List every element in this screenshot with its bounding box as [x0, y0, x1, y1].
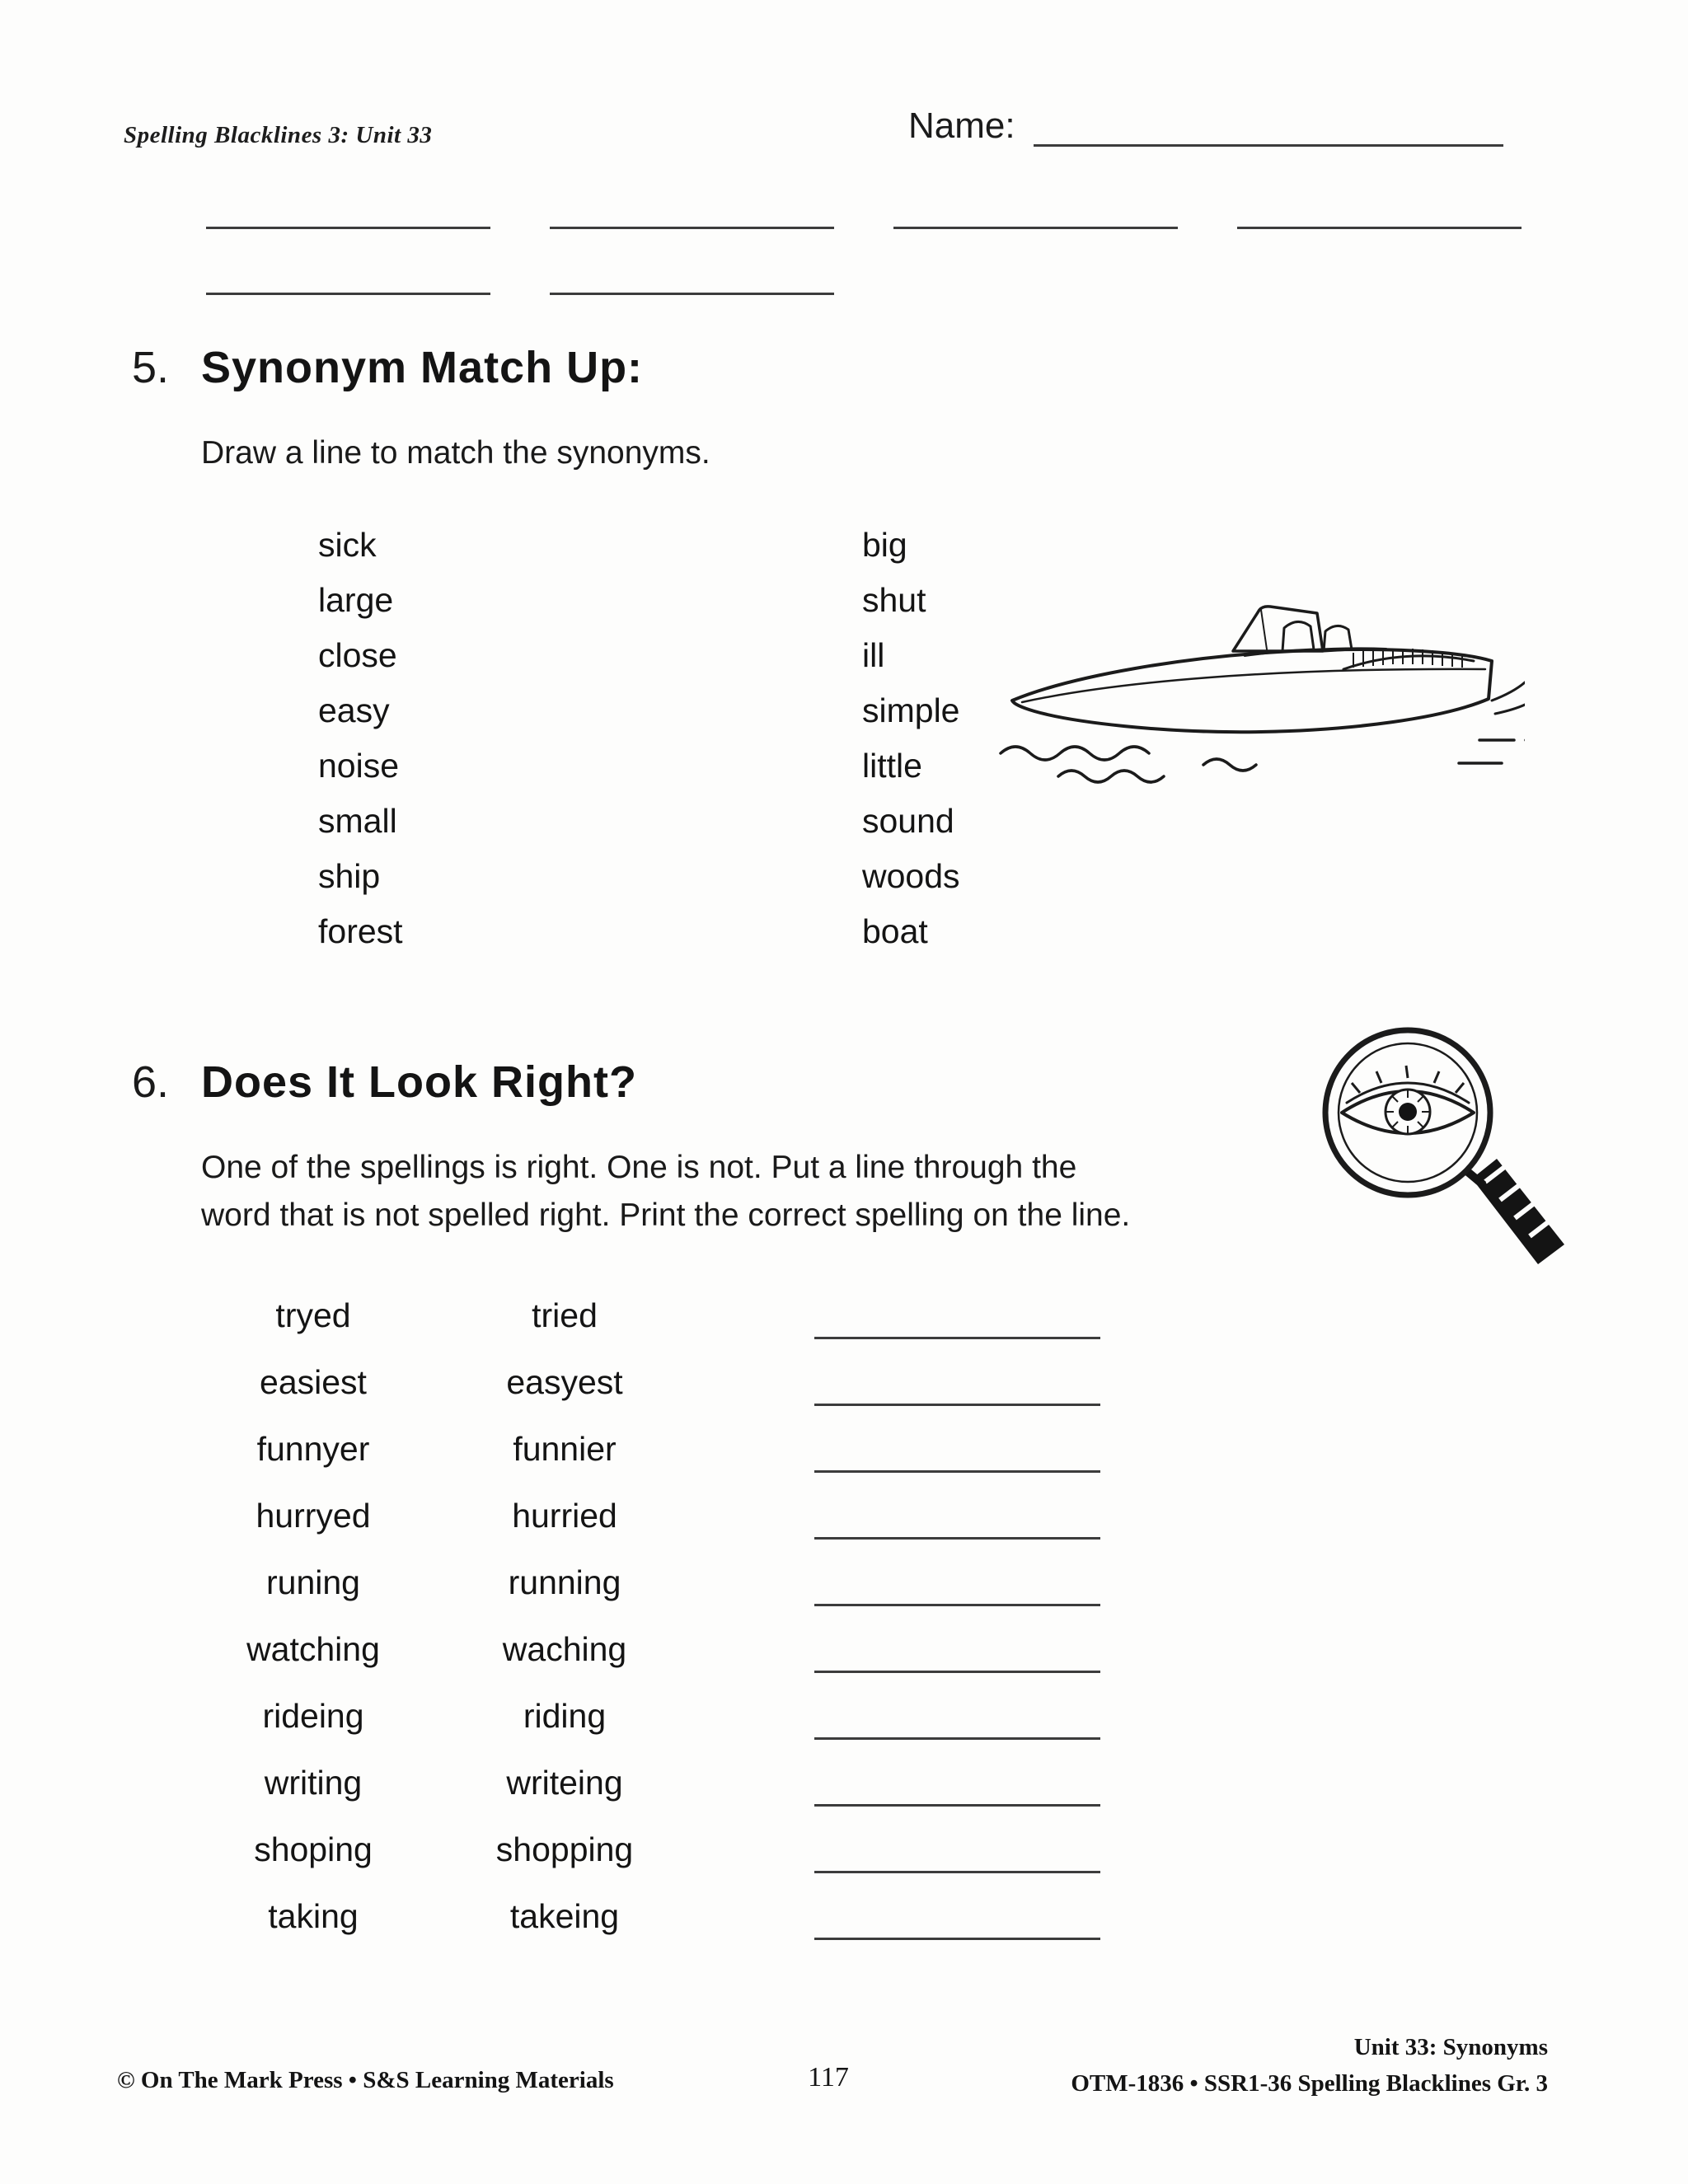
answer-blank-line	[814, 1337, 1100, 1339]
section6-heading	[132, 1057, 637, 1108]
synonym-left-word: noise	[318, 747, 400, 785]
synonym-right-word: little	[862, 747, 922, 785]
synonym-right-word: big	[862, 526, 907, 564]
spelling-option-b: riding	[523, 1697, 607, 1735]
answer-blank-line	[814, 1537, 1100, 1540]
synonym-left-word: small	[318, 802, 397, 840]
answer-blank-line	[814, 1737, 1100, 1740]
answer-blank-line	[814, 1804, 1100, 1807]
speedboat-icon	[997, 577, 1525, 828]
section6-instructions-line1: One of the spellings is right. One is not. Put a line through the	[201, 1150, 1077, 1185]
section5-instructions: Draw a line to match the synonyms.	[201, 435, 710, 471]
section6-instructions	[201, 1144, 1130, 1240]
spelling-option-a: taking	[268, 1897, 359, 1935]
spelling-pair-row	[0, 1349, 1688, 1416]
footer-unit-info	[1071, 2029, 1548, 2102]
spelling-pair-row	[0, 1683, 1688, 1750]
spelling-option-b: running	[508, 1563, 621, 1601]
spelling-pair-row	[0, 1416, 1688, 1483]
word-blank-line	[550, 262, 834, 295]
synonym-left-word: ship	[318, 857, 381, 895]
spelling-pairs-list	[0, 1282, 1688, 1950]
synonym-left-word: large	[318, 581, 394, 619]
synonym-left-word: sick	[318, 526, 377, 564]
spelling-option-b: takeing	[509, 1897, 620, 1935]
synonym-left-word: easy	[318, 691, 390, 729]
magnifying-glass-eye-icon	[1302, 1020, 1566, 1305]
synonym-right-word: sound	[862, 802, 954, 840]
spelling-option-a: rideing	[262, 1697, 364, 1735]
spelling-pair-row	[0, 1483, 1688, 1549]
synonym-right-column	[862, 518, 960, 959]
spelling-option-b: waching	[502, 1630, 627, 1668]
spelling-option-a: watching	[246, 1630, 380, 1668]
section6-number: 6.	[132, 1057, 170, 1107]
word-blank-row-2	[206, 262, 893, 295]
spelling-option-b: shopping	[495, 1830, 634, 1868]
synonym-right-word: boat	[862, 912, 928, 950]
section6-title: Does It Look Right?	[201, 1057, 637, 1107]
answer-blank-line	[814, 1938, 1100, 1940]
synonym-left-column	[318, 518, 403, 959]
spelling-option-b: hurried	[512, 1497, 617, 1535]
spelling-pair-row	[0, 1816, 1688, 1883]
spelling-option-a: writing	[264, 1764, 363, 1802]
section6-instructions-line2: word that is not spelled right. Print the correct spelling on the line.	[201, 1197, 1131, 1233]
word-blank-row-1	[206, 196, 1581, 229]
footer-page-number: 117	[808, 2062, 849, 2093]
section5-heading	[132, 342, 643, 393]
spelling-option-b: writeing	[506, 1764, 623, 1802]
name-blank-line	[1034, 107, 1503, 147]
synonym-right-word: simple	[862, 691, 960, 729]
spelling-option-a: easiest	[260, 1363, 367, 1401]
spelling-option-a: shoping	[254, 1830, 373, 1868]
section5-number: 5.	[132, 343, 170, 392]
word-blank-line	[550, 196, 834, 229]
answer-blank-line	[814, 1470, 1100, 1473]
synonym-left-word: forest	[318, 912, 403, 950]
synonym-right-word: woods	[862, 857, 960, 895]
footer-unit-title: Unit 33: Synonyms	[1353, 2034, 1548, 2060]
spelling-pair-row	[0, 1750, 1688, 1816]
spelling-pair-row	[0, 1616, 1688, 1683]
answer-blank-line	[814, 1604, 1100, 1606]
name-label: Name:	[908, 105, 1015, 146]
spelling-option-b: tried	[532, 1296, 598, 1334]
word-blank-line	[1237, 196, 1522, 229]
word-blank-line	[206, 196, 490, 229]
spelling-pair-row	[0, 1883, 1688, 1950]
spelling-option-a: tryed	[275, 1296, 351, 1334]
spelling-option-a: funnyer	[256, 1430, 370, 1468]
word-blank-line	[206, 262, 490, 295]
footer-catalog-number: OTM-1836 • SSR1-36 Spelling Blacklines Gr. 3	[1071, 2070, 1548, 2097]
spelling-option-a: runing	[266, 1563, 360, 1601]
synonym-right-word: ill	[862, 636, 885, 674]
synonym-left-word: close	[318, 636, 397, 674]
spelling-option-b: funnier	[513, 1430, 617, 1468]
booklet-title: Spelling Blacklines 3: Unit 33	[124, 122, 433, 148]
spelling-pair-row	[0, 1282, 1688, 1349]
name-row	[908, 105, 1503, 147]
spelling-pair-row	[0, 1549, 1688, 1616]
synonym-right-word: shut	[862, 581, 926, 619]
spelling-option-a: hurryed	[256, 1497, 371, 1535]
section5-title: Synonym Match Up:	[201, 343, 644, 392]
answer-blank-line	[814, 1671, 1100, 1673]
footer-publisher: © On The Mark Press • S&S Learning Materials	[117, 2067, 614, 2093]
spelling-option-b: easyest	[506, 1363, 623, 1401]
answer-blank-line	[814, 1871, 1100, 1873]
word-blank-line	[893, 196, 1178, 229]
answer-blank-line	[814, 1404, 1100, 1406]
